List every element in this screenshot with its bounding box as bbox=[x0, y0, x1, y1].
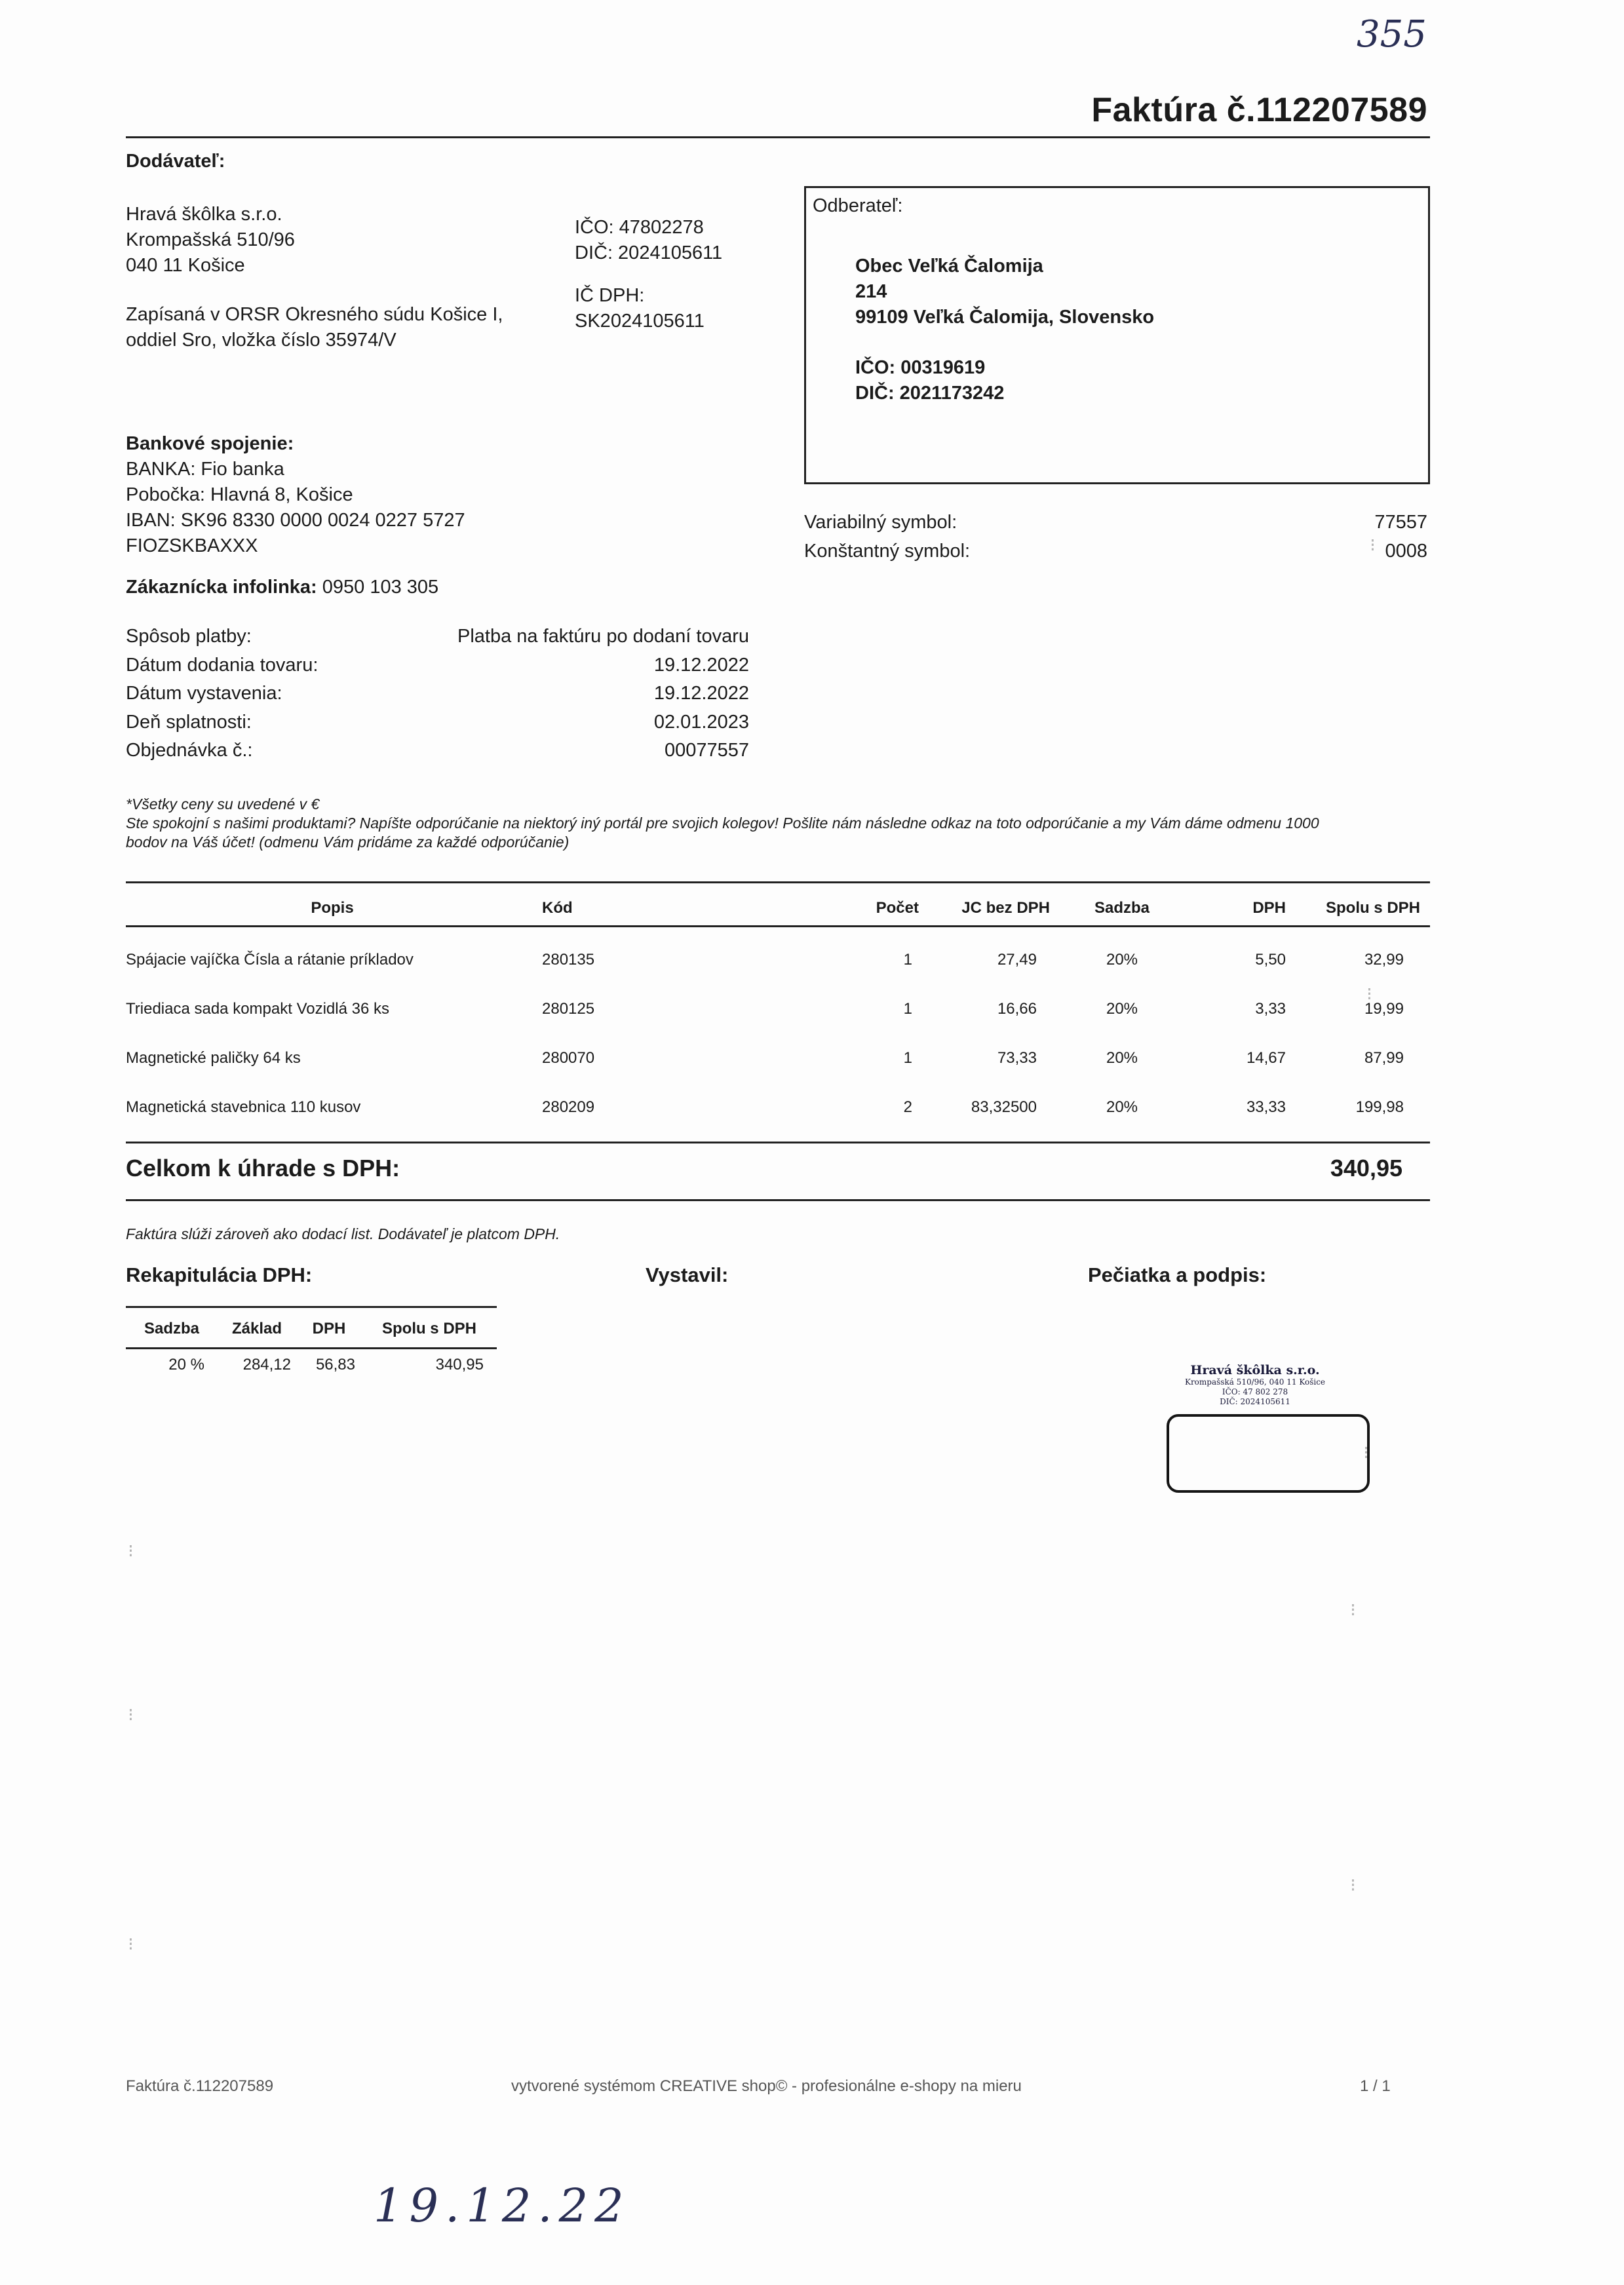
total-top-rule bbox=[126, 1142, 1430, 1143]
constant-symbol-label: Konštantný symbol: bbox=[804, 541, 971, 562]
delivery-note: Faktúra slúži zároveň ako dodací list. Dodávateľ je platcom DPH. bbox=[126, 1225, 560, 1242]
item-quantity: 2 bbox=[903, 1098, 912, 1116]
infoline bbox=[126, 575, 438, 600]
table-row bbox=[126, 1033, 1430, 1083]
supplier-dic: DIČ: 2024105611 bbox=[575, 242, 723, 263]
supplier-tax-ids bbox=[575, 215, 722, 334]
buyer-ico: IČO: 00319619 bbox=[855, 357, 986, 378]
scan-mark: ⁝ bbox=[128, 1541, 134, 1561]
item-quantity: 1 bbox=[903, 1048, 912, 1067]
handwritten-number: 355 bbox=[1357, 13, 1427, 56]
promo-line2: bodov na Váš účet! (odmenu Vám pridáme za každé odporúčanie) bbox=[126, 834, 570, 851]
constant-symbol-value: 0008 bbox=[1385, 541, 1427, 562]
supplier-city: 040 11 Košice bbox=[126, 255, 245, 276]
item-total: 32,99 bbox=[1364, 950, 1404, 969]
total-label: Celkom k úhrade s DPH: bbox=[126, 1155, 400, 1181]
bank-swift: FIOZSKBAXXX bbox=[126, 535, 258, 556]
payment-method-label: Spôsob platby: bbox=[126, 626, 252, 647]
invoice-title: Faktúra č.112207589 bbox=[1091, 91, 1427, 129]
buyer-name: Obec Veľká Čalomija bbox=[855, 256, 1043, 277]
recap-header-base: Základ bbox=[231, 1320, 282, 1338]
item-code: 280125 bbox=[542, 999, 595, 1018]
order-number-label: Objednávka č.: bbox=[126, 740, 253, 761]
variable-symbol-label: Variabilný symbol: bbox=[804, 512, 957, 533]
delivery-date-label: Dátum dodania tovaru: bbox=[126, 654, 319, 676]
item-vat: 5,50 bbox=[1255, 950, 1286, 969]
supplier-street: Krompašská 510/96 bbox=[126, 229, 295, 250]
recap-header-vat: DPH bbox=[312, 1320, 346, 1338]
table-row bbox=[126, 935, 1430, 984]
stamp-ico: IČO: 47 802 278 bbox=[1222, 1387, 1288, 1396]
supplier-register-line1: Zapísaná v ORSR Okresného súdu Košice I, bbox=[126, 304, 503, 325]
recap-top-rule bbox=[126, 1306, 497, 1308]
table-row bbox=[126, 984, 1430, 1033]
recap-total: 340,95 bbox=[435, 1356, 484, 1373]
item-vat-rate: 20% bbox=[1106, 950, 1138, 969]
item-code: 280135 bbox=[542, 950, 595, 969]
payment-method-value: Platba na faktúru po dodaní tovaru bbox=[457, 626, 749, 647]
stamp-name: Hravá škôlka s.r.o. bbox=[1190, 1363, 1320, 1377]
buyer-street: 214 bbox=[855, 281, 887, 302]
col-header-unit-price: JC bez DPH bbox=[961, 899, 1050, 917]
col-header-vat: DPH bbox=[1252, 899, 1286, 917]
company-stamp bbox=[1147, 1363, 1363, 1407]
bank-iban: IBAN: SK96 8330 0000 0024 0227 5727 bbox=[126, 510, 465, 531]
footer-invoice-ref: Faktúra č.112207589 bbox=[126, 2077, 274, 2095]
supplier-name: Hravá škôlka s.r.o. bbox=[126, 204, 282, 225]
infoline-label: Zákaznícka infolinka: bbox=[126, 577, 317, 598]
recap-heading: Rekapitulácia DPH: bbox=[126, 1263, 313, 1286]
recap-vat: 56,83 bbox=[315, 1356, 355, 1373]
col-header-description: Popis bbox=[311, 899, 354, 917]
prices-note: *Všetky ceny su uvedené v € bbox=[126, 796, 320, 813]
scan-mark: ⁝ bbox=[1366, 984, 1372, 1004]
buyer-tax-ids bbox=[855, 355, 1004, 406]
recap-table bbox=[126, 1311, 497, 1379]
payment-values bbox=[393, 623, 749, 765]
supplier-register-line2: oddiel Sro, vložka číslo 35974/V bbox=[126, 330, 396, 351]
item-total: 199,98 bbox=[1355, 1098, 1404, 1116]
item-description: Triediaca sada kompakt Vozidlá 36 ks bbox=[126, 999, 389, 1018]
item-description: Spájacie vajíčka Čísla a rátanie príkladov bbox=[126, 950, 414, 969]
recap-rate: 20 % bbox=[168, 1356, 204, 1373]
buyer-heading: Odberateľ: bbox=[813, 195, 903, 216]
item-vat: 33,33 bbox=[1246, 1098, 1286, 1116]
item-total: 87,99 bbox=[1364, 1048, 1404, 1067]
bank-heading: Bankové spojenie: bbox=[126, 433, 294, 454]
col-header-total: Spolu s DPH bbox=[1325, 899, 1420, 917]
bank-branch: Pobočka: Hlavná 8, Košice bbox=[126, 484, 353, 505]
order-number-value: 00077557 bbox=[664, 740, 749, 761]
issued-by-label: Vystavil: bbox=[646, 1263, 729, 1286]
col-header-vat-rate: Sadzba bbox=[1094, 899, 1150, 917]
due-date-value: 02.01.2023 bbox=[653, 711, 749, 733]
recap-header-rate: Sadzba bbox=[144, 1320, 200, 1338]
item-unit-price: 73,33 bbox=[997, 1048, 1037, 1067]
footer-page: 1 / 1 bbox=[1360, 2077, 1391, 2095]
recap-header-row bbox=[126, 1311, 497, 1348]
stamp-dic: DIČ: 2024105611 bbox=[1220, 1397, 1290, 1406]
recap-base: 284,12 bbox=[242, 1356, 291, 1373]
total-value: 340,95 bbox=[1330, 1155, 1402, 1181]
table-row bbox=[126, 1083, 1430, 1132]
stamp-address: Krompašská 510/96, 040 11 Košice bbox=[1184, 1377, 1326, 1387]
col-header-code: Kód bbox=[542, 899, 573, 917]
infoline-value: 0950 103 305 bbox=[322, 577, 439, 598]
buyer-address bbox=[855, 254, 1154, 330]
item-description: Magnetické paličky 64 ks bbox=[126, 1048, 301, 1067]
item-vat: 14,67 bbox=[1246, 1048, 1286, 1067]
scan-mark: ⁝ bbox=[1370, 535, 1376, 555]
signature-box bbox=[1167, 1414, 1370, 1493]
bank-block bbox=[126, 431, 465, 559]
stamp-signature-label: Pečiatka a podpis: bbox=[1088, 1263, 1267, 1286]
scan-mark: ⁝ bbox=[1350, 1875, 1356, 1895]
promo-line1: Ste spokojní s našimi produktami? Napíšte odporúčanie na niektorý iný portál pre svojich kolegov! Pošlite nám následne odkaz na toto odporúčanie a my Vám dáme odmenu 1000 bbox=[126, 815, 1319, 832]
buyer-city: 99109 Veľká Čalomija, Slovensko bbox=[855, 307, 1155, 328]
recap-header-total: Spolu s DPH bbox=[381, 1320, 476, 1338]
items-table bbox=[126, 887, 1430, 1132]
supplier-ico: IČO: 47802278 bbox=[575, 217, 704, 238]
item-total: 19,99 bbox=[1364, 999, 1404, 1018]
item-code: 280209 bbox=[542, 1098, 595, 1116]
notes bbox=[126, 795, 1319, 852]
supplier-ic-dph-value: SK2024105611 bbox=[575, 311, 705, 332]
supplier-ic-dph-label: IČ DPH: bbox=[575, 285, 645, 306]
scan-mark: ⁝ bbox=[128, 1704, 134, 1725]
total-bottom-rule bbox=[126, 1199, 1430, 1201]
issue-date-label: Dátum vystavenia: bbox=[126, 683, 282, 704]
scan-mark: ⁝ bbox=[1363, 1442, 1369, 1463]
scan-mark: ⁝ bbox=[128, 1934, 134, 1954]
item-vat: 3,33 bbox=[1255, 999, 1286, 1018]
buyer-box bbox=[804, 186, 1430, 484]
footer-generator: vytvorené systémom CREATIVE shop© - profesionálne e-shopy na mieru bbox=[511, 2077, 1022, 2095]
item-unit-price: 16,66 bbox=[997, 999, 1037, 1018]
supplier-block bbox=[126, 202, 545, 353]
item-vat-rate: 20% bbox=[1106, 1098, 1138, 1116]
bank-name: BANKA: Fio banka bbox=[126, 459, 284, 480]
item-unit-price: 83,32500 bbox=[971, 1098, 1037, 1116]
payment-labels bbox=[126, 623, 318, 765]
item-description: Magnetická stavebnica 110 kusov bbox=[126, 1098, 361, 1116]
title-rule bbox=[126, 136, 1430, 138]
issue-date-value: 19.12.2022 bbox=[653, 683, 749, 704]
recap-row bbox=[126, 1351, 497, 1379]
item-vat-rate: 20% bbox=[1106, 999, 1138, 1018]
item-quantity: 1 bbox=[903, 950, 912, 969]
variable-symbol-value: 77557 bbox=[1374, 512, 1427, 533]
items-header-row bbox=[126, 887, 1430, 930]
delivery-date-value: 19.12.2022 bbox=[653, 654, 749, 676]
item-vat-rate: 20% bbox=[1106, 1048, 1138, 1067]
supplier-heading: Dodávateľ: bbox=[126, 151, 225, 172]
item-quantity: 1 bbox=[903, 999, 912, 1018]
item-code: 280070 bbox=[542, 1048, 595, 1067]
buyer-dic: DIČ: 2021173242 bbox=[855, 383, 1005, 404]
handwritten-date: 19.12.22 bbox=[374, 2179, 630, 2233]
col-header-quantity: Počet bbox=[876, 899, 919, 917]
scan-mark: ⁝ bbox=[1350, 1600, 1356, 1620]
item-unit-price: 27,49 bbox=[997, 950, 1037, 969]
due-date-label: Deň splatnosti: bbox=[126, 711, 252, 733]
items-top-rule bbox=[126, 881, 1430, 883]
